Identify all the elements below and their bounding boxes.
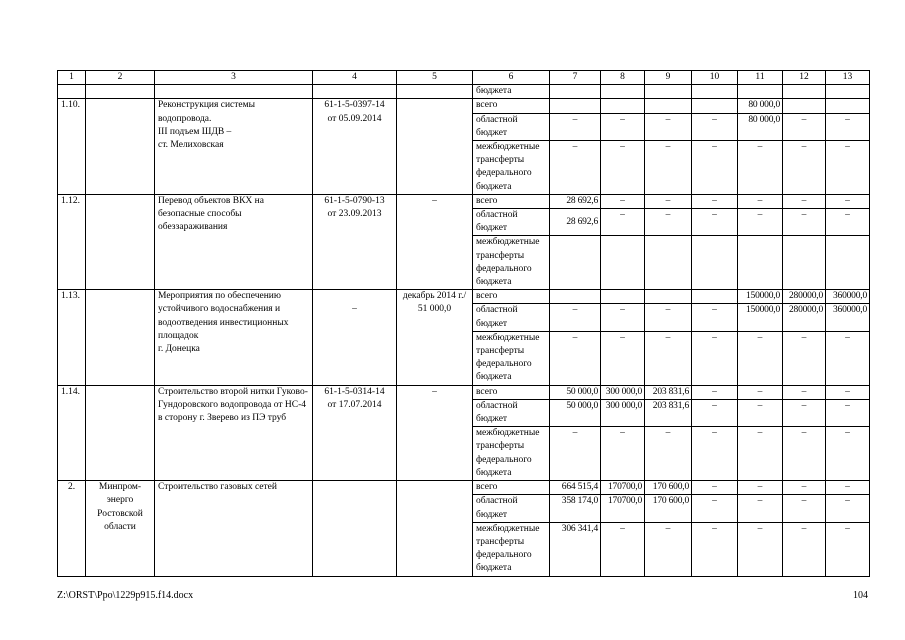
- value-cell: –: [692, 141, 738, 195]
- source-cell: всего: [473, 385, 550, 399]
- value-cell: –: [692, 113, 738, 140]
- value-cell: –: [826, 495, 870, 522]
- header-cell: 7: [550, 71, 601, 85]
- value-cell: –: [783, 399, 826, 426]
- source-cell: всего: [473, 194, 550, 208]
- document-cell: 61-1-5-0314-14 от 17.07.2014: [313, 385, 397, 480]
- value-cell: –: [601, 209, 645, 236]
- source-cell: межбюджетные трансферты федерального бюджета: [473, 141, 550, 195]
- value-cell: –: [692, 331, 738, 385]
- value-cell: 300 000,0: [601, 399, 645, 426]
- value-cell: –: [692, 427, 738, 481]
- value-cell: –: [692, 481, 738, 495]
- value-cell: –: [826, 194, 870, 208]
- event-name: Перевод объектов ВКХ на безопасные способы обеззараживания: [155, 194, 313, 289]
- value-cell: –: [826, 141, 870, 195]
- source-cell: областной бюджет: [473, 399, 550, 426]
- value-cell: 28 692,6: [550, 209, 601, 236]
- table-row: [58, 99, 870, 113]
- source-cell: межбюджетные трансферты федерального бюджета: [473, 331, 550, 385]
- header-cell: 9: [645, 71, 692, 85]
- value-cell: –: [783, 194, 826, 208]
- header-cell: 2: [86, 71, 155, 85]
- value-cell: –: [645, 331, 692, 385]
- value-cell: –: [783, 427, 826, 481]
- value-cell: –: [550, 113, 601, 140]
- value-cell: 280000,0: [783, 304, 826, 331]
- value-cell: 358 174,0: [550, 495, 601, 522]
- value-cell: 150000,0: [738, 304, 783, 331]
- header-cell: 4: [313, 71, 397, 85]
- value-cell: –: [550, 331, 601, 385]
- source-cell: областной бюджет: [473, 113, 550, 140]
- value-cell: –: [738, 495, 783, 522]
- value-cell: –: [783, 113, 826, 140]
- value-cell: –: [738, 331, 783, 385]
- value-cell: 203 831,6: [645, 399, 692, 426]
- value-cell: 360000,0: [826, 304, 870, 331]
- value-cell: –: [783, 385, 826, 399]
- source-cell: всего: [473, 481, 550, 495]
- event-name: Мероприятия по обеспечению устойчивого водоснабжения и водоотведения инвестиционных площадок г. Донецка: [155, 290, 313, 385]
- value-cell: –: [783, 141, 826, 195]
- value-cell: –: [826, 113, 870, 140]
- budget-table: [57, 70, 870, 577]
- value-cell: –: [826, 209, 870, 236]
- table-row: [58, 385, 870, 399]
- document-cell: 61-1-5-0397-14 от 05.09.2014: [313, 99, 397, 194]
- row-number: 1.12.: [58, 194, 86, 289]
- table-row: [58, 194, 870, 208]
- row-number: 1.13.: [58, 290, 86, 385]
- value-cell: –: [550, 141, 601, 195]
- value-cell: 80 000,0: [738, 99, 783, 113]
- source-cell: межбюджетные трансферты федерального бюджета: [473, 522, 550, 576]
- value-cell: –: [692, 194, 738, 208]
- value-cell: –: [645, 304, 692, 331]
- source-cell: областной бюджет: [473, 209, 550, 236]
- value-cell: –: [826, 427, 870, 481]
- value-cell: –: [645, 141, 692, 195]
- value-cell: –: [601, 194, 645, 208]
- table-row: [58, 481, 870, 495]
- value-cell: –: [738, 209, 783, 236]
- value-cell: 170 600,0: [645, 495, 692, 522]
- source-cell: межбюджетные трансферты федерального бюджета: [473, 236, 550, 290]
- value-cell: –: [645, 209, 692, 236]
- value-cell: 80 000,0: [738, 113, 783, 140]
- event-name: Реконструкция системы водопровода. III подъем ШДВ – ст. Мелиховская: [155, 99, 313, 194]
- value-cell: –: [783, 522, 826, 576]
- deadline-cell: –: [397, 385, 473, 480]
- value-cell: –: [826, 331, 870, 385]
- value-cell: –: [826, 399, 870, 426]
- header-cell: 10: [692, 71, 738, 85]
- value-cell: –: [692, 209, 738, 236]
- value-cell: –: [601, 522, 645, 576]
- value-cell: –: [826, 481, 870, 495]
- value-cell: –: [601, 427, 645, 481]
- value-cell: 306 341,4: [550, 522, 601, 576]
- header-cell: 12: [783, 71, 826, 85]
- value-cell: 360000,0: [826, 290, 870, 304]
- row-number: 2.: [58, 481, 86, 576]
- value-cell: –: [738, 399, 783, 426]
- value-cell: 28 692,6: [550, 194, 601, 208]
- value-cell: –: [601, 304, 645, 331]
- event-name: Строительство газовых сетей: [155, 481, 313, 576]
- value-cell: –: [783, 209, 826, 236]
- value-cell: 280000,0: [783, 290, 826, 304]
- value-cell: 203 831,6: [645, 385, 692, 399]
- value-cell: –: [783, 495, 826, 522]
- value-cell: –: [783, 331, 826, 385]
- row-number: 1.14.: [58, 385, 86, 480]
- header-cell: 13: [826, 71, 870, 85]
- value-cell: –: [738, 481, 783, 495]
- deadline-cell: декабрь 2014 г./ 51 000,0: [397, 290, 473, 385]
- value-cell: –: [738, 522, 783, 576]
- header-cell: 3: [155, 71, 313, 85]
- file-path: Z:\ORST\Ppo\1229p915.f14.docx: [57, 590, 194, 601]
- value-cell: –: [738, 385, 783, 399]
- value-cell: 170700,0: [601, 481, 645, 495]
- source-cell: бюджета: [473, 85, 550, 99]
- value-cell: –: [645, 113, 692, 140]
- value-cell: –: [601, 141, 645, 195]
- value-cell: 150000,0: [738, 290, 783, 304]
- header-cell: 8: [601, 71, 645, 85]
- value-cell: –: [645, 427, 692, 481]
- table-row: [58, 290, 870, 304]
- value-cell: –: [645, 194, 692, 208]
- document-cell: –: [313, 290, 397, 385]
- value-cell: 300 000,0: [601, 385, 645, 399]
- value-cell: –: [692, 304, 738, 331]
- value-cell: –: [783, 481, 826, 495]
- value-cell: –: [826, 522, 870, 576]
- row-number: 1.10.: [58, 99, 86, 194]
- value-cell: 50 000,0: [550, 385, 601, 399]
- value-cell: –: [550, 304, 601, 331]
- source-cell: всего: [473, 99, 550, 113]
- event-name: Строительство второй нитки Гуково-Гундоровского водопровода от НС-4 в сторону г. Зверево из ПЭ труб: [155, 385, 313, 480]
- value-cell: –: [692, 385, 738, 399]
- table-row: [58, 85, 870, 99]
- value-cell: –: [645, 522, 692, 576]
- table-header-row: [58, 71, 870, 85]
- value-cell: –: [738, 427, 783, 481]
- header-cell: 5: [397, 71, 473, 85]
- source-cell: всего: [473, 290, 550, 304]
- header-cell: 1: [58, 71, 86, 85]
- source-cell: областной бюджет: [473, 495, 550, 522]
- value-cell: –: [601, 331, 645, 385]
- value-cell: –: [692, 495, 738, 522]
- header-cell: 11: [738, 71, 783, 85]
- value-cell: –: [601, 113, 645, 140]
- value-cell: –: [550, 427, 601, 481]
- value-cell: 170 600,0: [645, 481, 692, 495]
- value-cell: –: [692, 399, 738, 426]
- value-cell: 664 515,4: [550, 481, 601, 495]
- value-cell: –: [738, 141, 783, 195]
- document-cell: 61-1-5-0790-13 от 23.09.2013: [313, 194, 397, 289]
- organization-cell: Минпром-энерго Ростовской области: [86, 481, 155, 576]
- value-cell: –: [692, 522, 738, 576]
- page-number: 104: [853, 590, 868, 601]
- value-cell: 170700,0: [601, 495, 645, 522]
- value-cell: 50 000,0: [550, 399, 601, 426]
- value-cell: –: [738, 194, 783, 208]
- source-cell: областной бюджет: [473, 304, 550, 331]
- value-cell: –: [826, 385, 870, 399]
- deadline-cell: –: [397, 194, 473, 289]
- header-cell: 6: [473, 71, 550, 85]
- source-cell: межбюджетные трансферты федерального бюджета: [473, 427, 550, 481]
